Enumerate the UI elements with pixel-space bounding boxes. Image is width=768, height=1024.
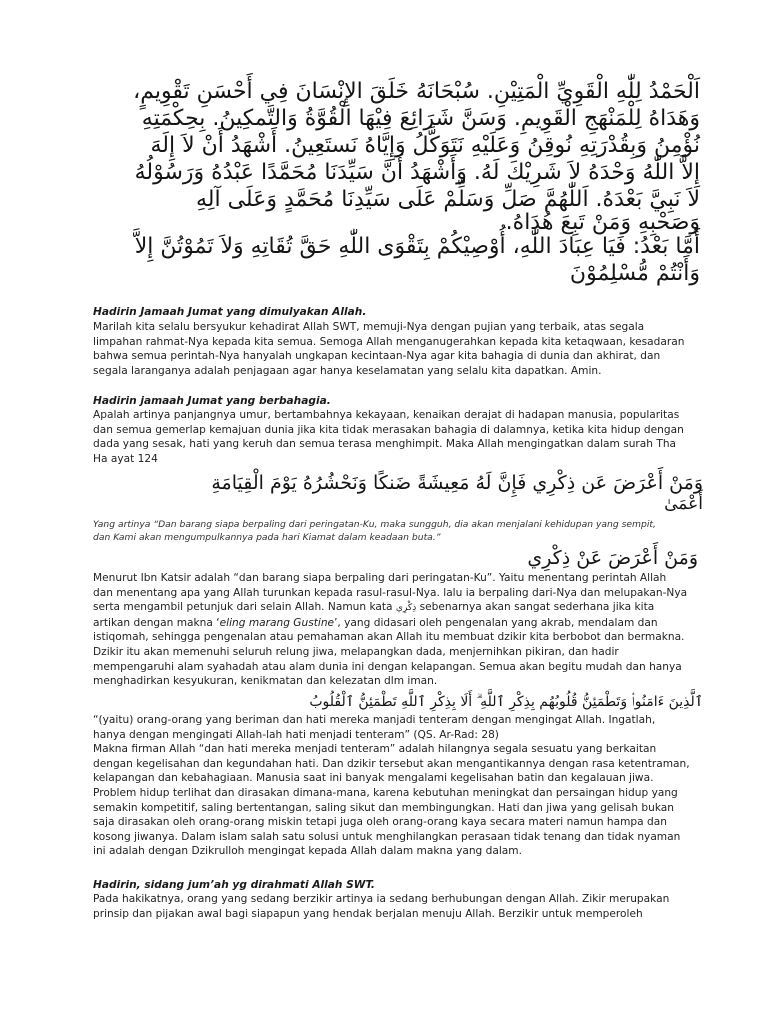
paragraph-line: semakin kompetitif, saling bertentangan, saling sikut dan membingungkan. Hati dan jiwa yang gelisah bukan (93, 801, 675, 814)
arabic-line: وَأَنْتُمْ مُّسْلِمُوْنَ (569, 261, 700, 286)
verse-translation (93, 518, 693, 545)
paragraph-line: bahwa semua perintah-Nya hanyalah ungkapan kecintaan-Nya agar kita bahagia di dunia dan akhirat, dan (93, 350, 661, 363)
section-heading: Hadirin jamaah Jumat yang berbahagia. (93, 395, 331, 407)
text-run: serta mengambil petunjuk dari selain Allah. Namun kata (93, 601, 393, 614)
paragraph-line: dada yang sesak, hati yang keruh dan semua terasa menghimpit. Maka Allah mengingatkan dalam surah Tha (93, 438, 677, 451)
section-heading: Hadirin, sidang jum’ah yg dirahmati Allah SWT. (93, 879, 375, 891)
arabic-line: نُؤْمِنُ وَبِقُدْرَتِهِ نُوقِنُ وَعَلَيْهِ نَتَوَكَّلُ وَإِيَّاهُ نَستَعِينُ. أَشْهَدُ أَنْ لاَ إِلَهَ (150, 133, 700, 158)
paragraph-line: menghadirkan kesyukuran, kenikmatan dan kelezatan dlm iman. (93, 675, 438, 688)
arabic-line: وَهَدَاهُ لِلْمَنْهَجِ الْقَوِيمِ. وَسَنَّ شَرَائِعَ فِيْهَا الْقُوَّةُ وَالتَّمكِينُ. بِحِكْمَتِهِ (141, 106, 700, 131)
section-heading: Hadirin Jamaah Jumat yang dimulyakan Allah. (93, 306, 367, 318)
paragraph-line: segala laranganya adalah penjagaan agar hanya keselamatan yang selalu kita dapatkan. Amin. (93, 364, 602, 377)
paragraph-line: Menurut Ibn Katsir adalah “dan barang siapa berpaling dari peringatan-Ku”. Yaitu menentang perintah Allah (93, 572, 667, 584)
translation-line: Yang artinya “Dan barang siapa berpaling dari peringatan-Ku, maka sungguh, dia akan menjalani kehidupan yang sempit, (93, 519, 656, 530)
paragraph-line (93, 616, 673, 631)
text-run: artikan dengan makna ‘ (93, 616, 220, 629)
verse-line: وَمَنْ أَعْرَضَ عَن ذِكْرِي فَإِنَّ لَهُ مَعِيشَةً ضَنكًا وَنَحْشُرُهُ يَوْمَ الْقِيَامَةِ (211, 472, 703, 494)
text-run: sebenarnya akan sangat sederhana jika kita (419, 601, 655, 614)
paragraph-line: Pada hakikatnya, orang yang sedang berzikir artinya ia sedang berhubungan dengan Allah. Zikir merupakan (93, 893, 670, 905)
paragraph-line (93, 600, 673, 616)
paragraph-line: kelapangan dan kebahagiaan. Manusia saat ini banyak mengalami kegelisahan batin dan kegalauan jiwa. (93, 772, 654, 785)
paragraph-line: Makna firman Allah “dan hati mereka menjadi tenteram” adalah hilangnya segala sesuatu yang berkaitan (93, 743, 657, 756)
section-paragraph (93, 713, 690, 859)
quran-verse-taha (93, 472, 703, 513)
arabic-opening (88, 78, 700, 287)
arabic-line: لاَ نَبِيَّ بَعْدَهُ. اَللّٰهُمَّ صَلِّ وَسَلِّمْ عَلَى سَيِّدِنَا مُحَمَّدٍ وَعَلَى آلِهِ (195, 187, 700, 212)
section-paragraph (93, 408, 684, 466)
paragraph-line: “(yaitu) orang-orang yang beriman dan hati mereka manjadi tenteram dengan mengingat Allah. Ingatlah, (93, 714, 656, 726)
paragraph-line: kosong jiwanya. Dalam islam salah satu solusi untuk menghilangkan perasaan tidak tenang dan tidak nyaman (93, 830, 681, 843)
section-paragraph (93, 571, 688, 689)
arabic-line: أَمَّا بَعْدُ: فَيَا عِبَادَ اللّٰهِ، أُوْصِيْكُمْ بِتَقْوَى اللّٰهِ حَقَّ تُقَاتِهِ وَلاَ تَمُوْتُنَّ إِلاَّ (134, 234, 700, 259)
paragraph-line: prinsip dan pijakan awal bagi siapapun yang hendak berjalan menuju Allah. Berzikir untuk memperoleh (93, 907, 643, 920)
paragraph-line: Marilah kita selalu bersyukur kehadirat Allah SWT, memuji-Nya dengan pujian yang terbaik, atas segala (93, 321, 645, 333)
paragraph-line: hanya dengan mengingati Allah-lah hati menjadi tenteram” (QS. Ar-Rad: 28) (93, 728, 499, 741)
paragraph-line: Ha ayat 124 (93, 452, 158, 465)
paragraph-line: mempengaruhi alam syahadah atau alam dunia ini dengan kelapangan. Semua akan begitu mudah dan hanya (93, 660, 682, 673)
translation-line: dan Kami akan mengumpulkannya pada hari Kiamat dalam keadaan buta.” (93, 532, 441, 544)
paragraph-line: dan semua gemerlap kemajuan dunia jika kita tidak merasakan bahagia di dalamnya, ketika kita hidup dengan (93, 423, 684, 436)
arabic-line: اَلْحَمْدُ لِلّٰهِ الْقَوِيِّ الْمَتِيْنِ. سُبْحَانَهُ خَلَقَ الإِنْسَانَ فِي أَحْسَنِ تَقْوِيمٍ، (133, 79, 700, 104)
arabic-inline-word: ذِكْرِي (395, 603, 417, 614)
italic-run: eling marang Gustine (219, 616, 335, 629)
text-run: ’, yang didasari oleh pengenalan yang akrab, mendalam dan (334, 616, 658, 629)
paragraph-line: Problem hidup terlihat dan dirasakan dimana-mana, karena kebutuhan meningkat dan persaingan hidup yang (93, 786, 678, 799)
arabic-line: إِلاَّ اللّٰهُ وَحْدَهُ لاَ شَرِيْكَ لَهُ. وَأَشْهَدُ أَنَّ سَيِّدَنَا مُحَمَّدًا عَبْدُهُ وَرَسُوْلُهُ (134, 160, 700, 185)
paragraph-line: Dzikir itu akan memenuhi seluruh relung jiwa, melapangkan dada, menjernihkan pikiran, dan hadir (93, 645, 619, 658)
paragraph-line: saja dirasakan oleh orang-orang miskin tetapi juga oleh orang-orang kaya secara materi namun hampa dan (93, 816, 667, 829)
paragraph-line: istiqomah, sehingga pengenalan atau pemahaman akan Allah itu membuat dzikir kita berbobot dan bermakna. (93, 631, 685, 644)
paragraph-line: dan menentang apa yang Allah turunkan kepada rasul-rasul-Nya. lalu ia berpaling dari-Nya dan melupakan-Nya (93, 586, 688, 599)
section-paragraph (93, 892, 673, 921)
paragraph-line: Apalah artinya panjangnya umur, bertambahnya kekayaan, kenaikan derajat di hadapan manusia, popularitas (93, 409, 680, 421)
paragraph-line: limpahan rahmat-Nya kepada kita semua. Semoga Allah menganugerahkan kepada kita ketaqwaan, kesadaran (93, 335, 685, 348)
paragraph-line: dengan kegelisahan dan kegundahan hati. Dan dzikir tersebut akan mengantikannya dengan rasa ketentraman, (93, 757, 690, 770)
paragraph-line: ini adalah dengan Dzikrulloh mengingat kepada Allah dalam makna yang dalam. (93, 845, 522, 858)
verse-line: أَعْمَىٰ (664, 494, 703, 514)
arabic-line: وَصَحْبِهِ وَمَنْ تَبِعَ هُدَاهُ. (505, 210, 700, 235)
quran-verse-rad: ٱلَّذِينَ ءَامَنُوا۟ وَتَطْمَئِنُّ قُلُوبُهُم بِذِكْرِ ٱللَّهِ ۗ أَلَا بِذِكْرِ ٱللَّهِ تَطْمَئِنُّ ٱلْقُلُوبُ (309, 694, 703, 710)
verse-fragment: وَمَنْ أَعْرَضَ عَنْ ذِكْرِي (527, 547, 698, 569)
section-paragraph (93, 320, 685, 378)
